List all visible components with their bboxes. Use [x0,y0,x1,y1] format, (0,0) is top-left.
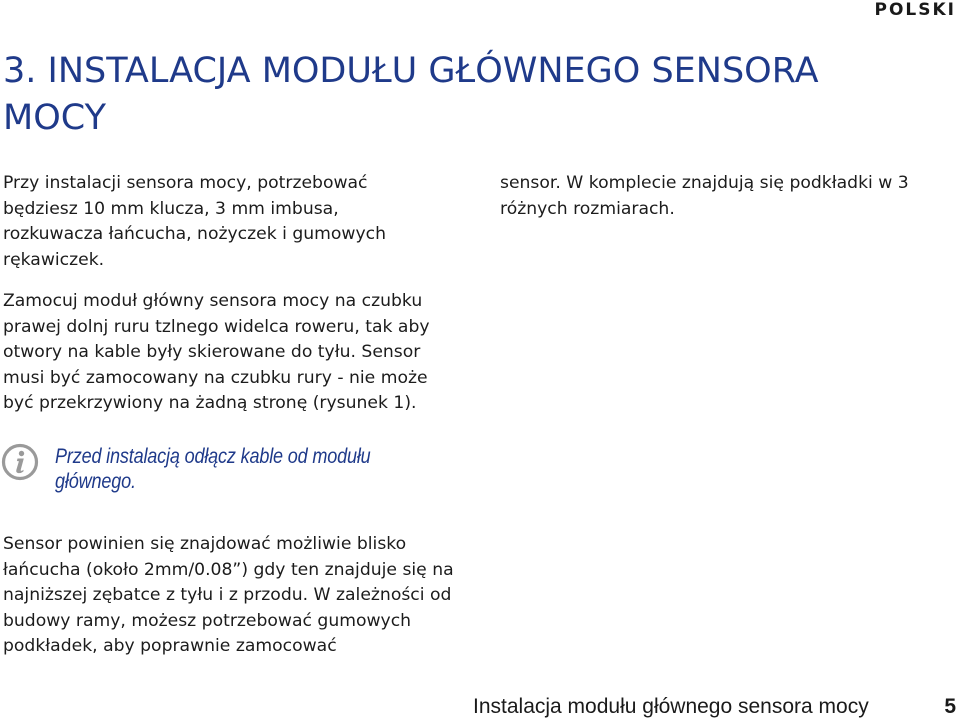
page-footer [473,694,960,720]
paragraph-tools: Przy instalacji sensora mocy, potrzebować będziesz 10 mm klucza, 3 mm imbusa, rozkuwacza łańcucha, nożyczek i gumowych rękawiczek. [3,173,386,270]
info-note-text: Przed instalacją odłącz kable od modułu głównego. [55,445,371,493]
section-title: 3. INSTALACJA MODUŁU GŁÓWNEGO SENSORA MOCY [3,51,819,138]
paragraph-positioning: Sensor powinien się znajdować możliwie blisko łańcucha (około 2mm/0.08”) gdy ten znajduje się na najniższej zębatce z tyłu i z przodu. W zależności od budowy ramy, możesz potrzebować gumowych podkładek, aby poprawnie zamocować [3,534,454,656]
paragraph-mounting: Zamocuj moduł główny sensora mocy na czubku prawej dolnj ruru tzlnego widelca roweru, tak aby otwory na kable były skierowane do tyłu. Sensor musi być zamocowany na czubku rury - nie może być przekrzywiony na żadną stronę (rysunek 1). [3,291,430,413]
header-language-label: POLSKI [874,0,956,20]
footer-title: Instalacja modułu głównego sensora mocy [473,695,869,718]
paragraph-washers: sensor. W komplecie znajdują się podkładki w 3 różnych rozmiarach. [500,173,909,219]
page-number: 5 [944,695,956,718]
info-note [0,440,460,500]
info-icon [1,443,39,481]
